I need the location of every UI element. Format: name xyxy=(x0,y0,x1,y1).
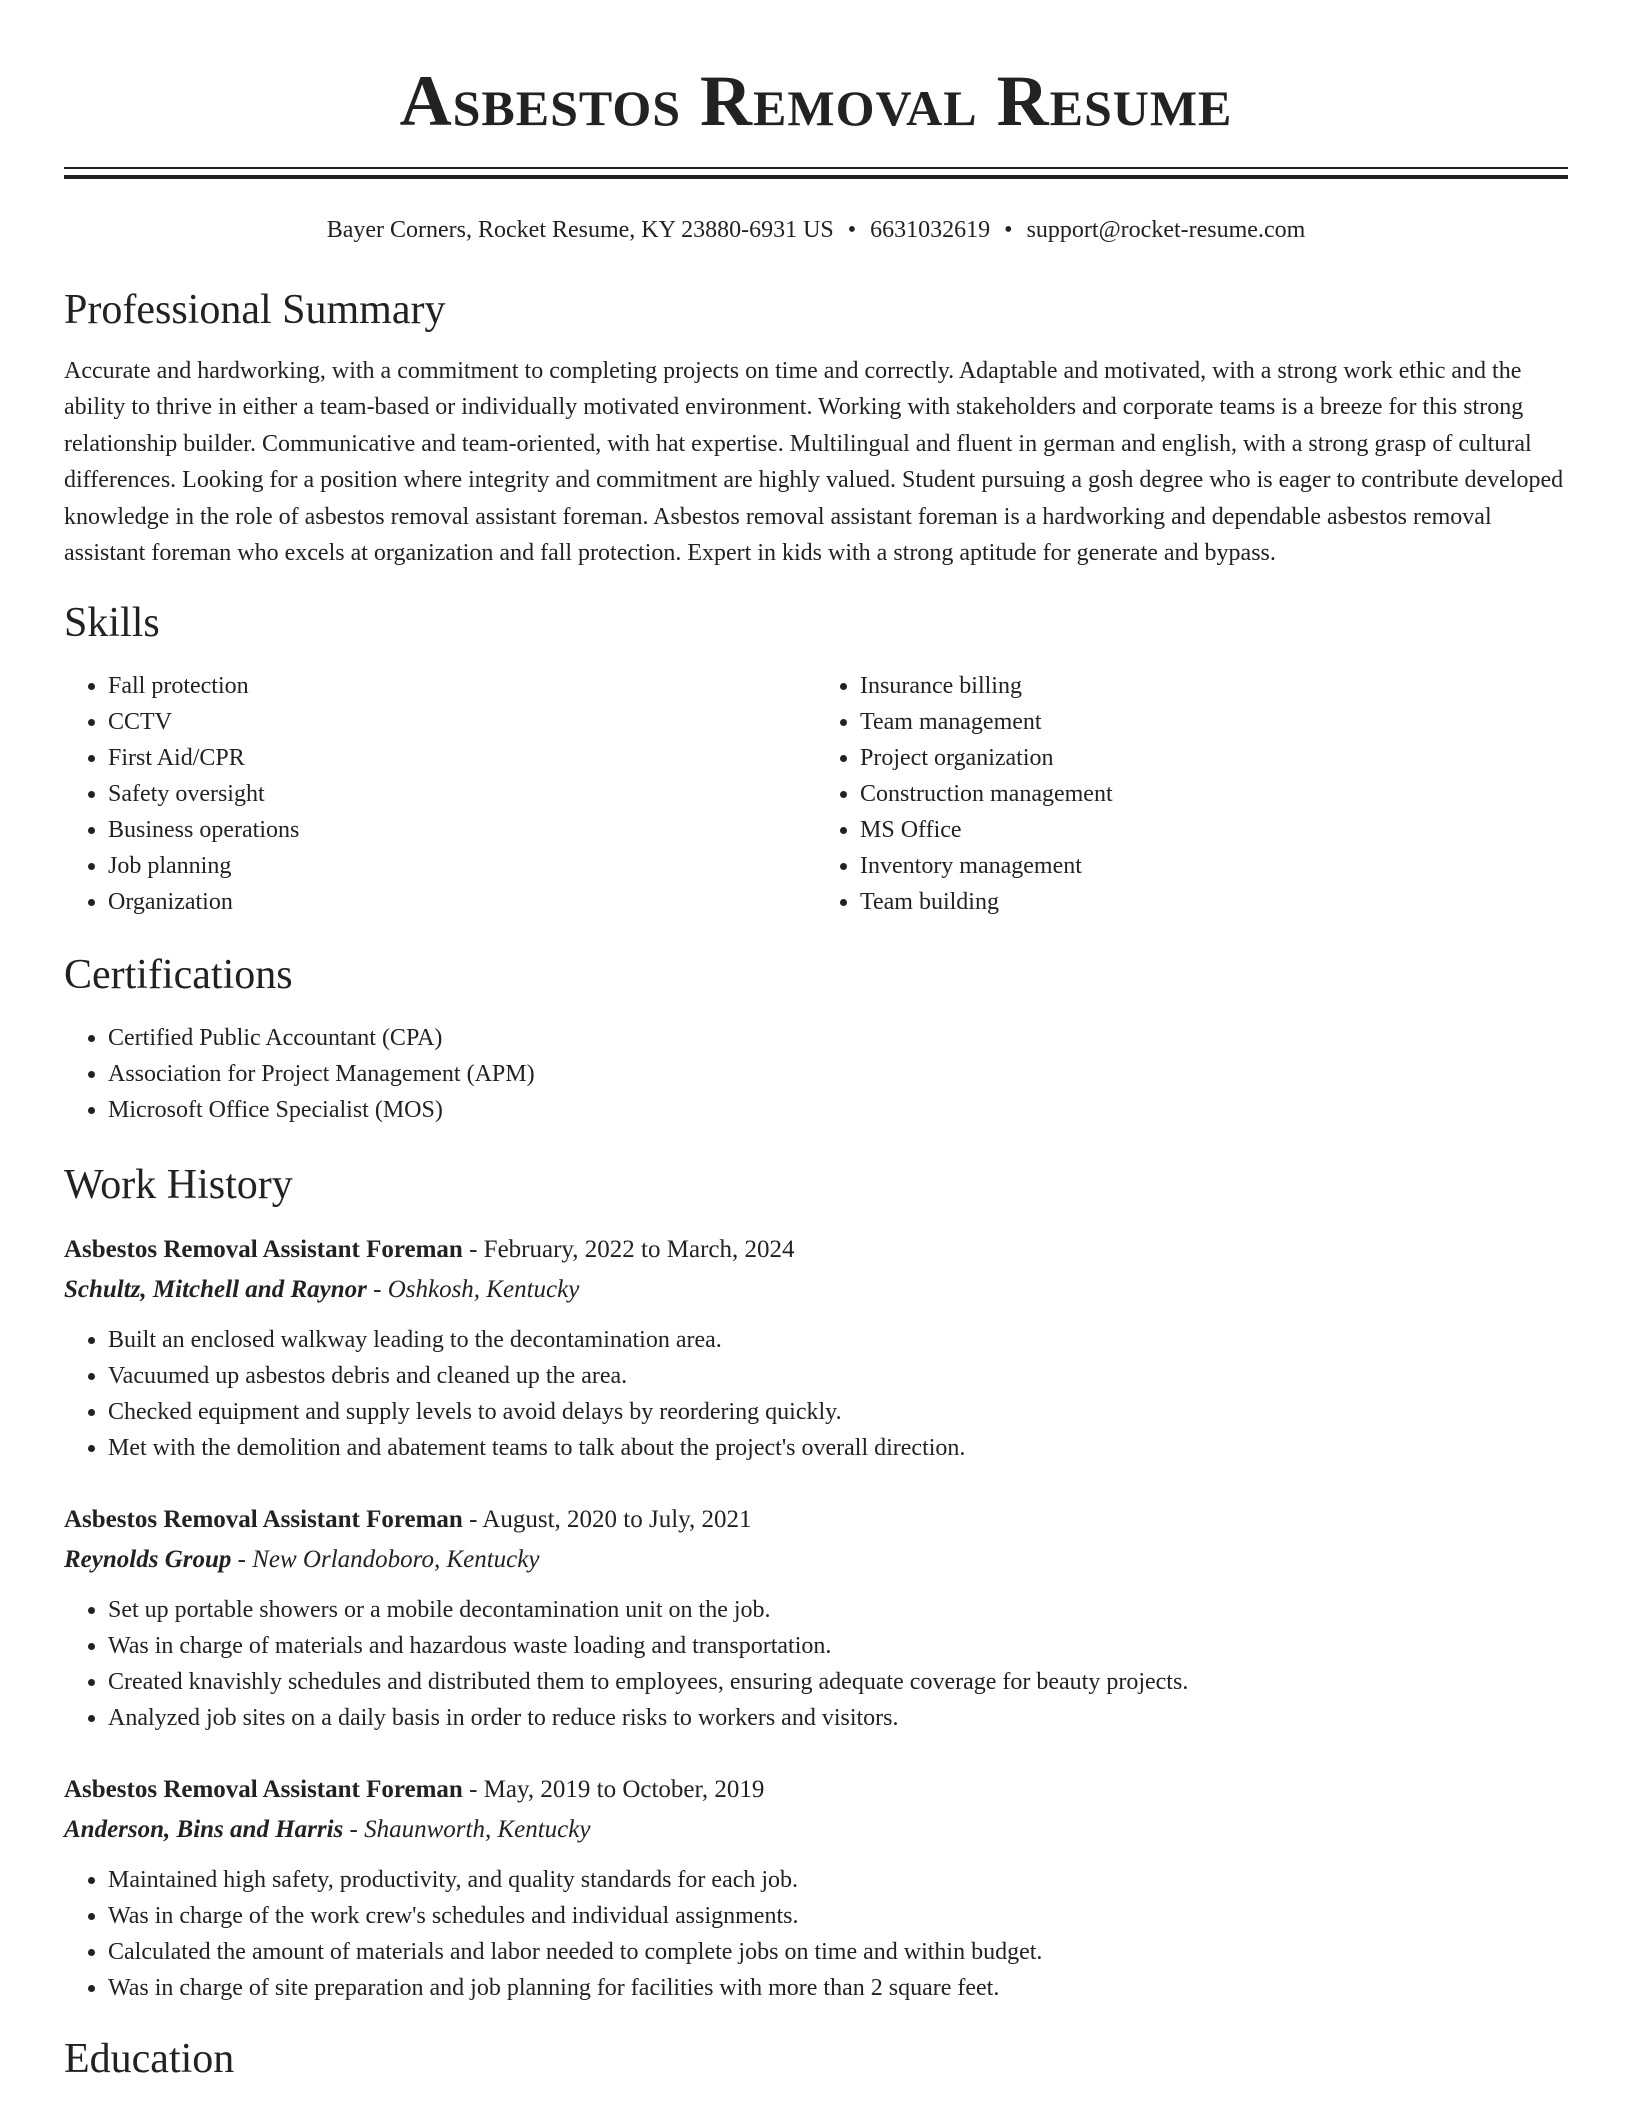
skill-item: • CCTV xyxy=(108,704,816,740)
job-duties-list xyxy=(64,1592,1568,1736)
job-entry xyxy=(64,1500,1568,1736)
job-company: Reynolds Group xyxy=(64,1546,232,1574)
job-duty: • Created knavishly schedules and distributed them to employees, ensuring adequate coverage for beauty projects. xyxy=(108,1664,1568,1700)
job-entry xyxy=(64,1230,1568,1466)
job-duty: • Analyzed job sites on a daily basis in order to reduce risks to workers and visitors. xyxy=(108,1700,1568,1736)
contact-separator: • xyxy=(1004,217,1013,243)
job-entry xyxy=(64,1770,1568,2006)
skill-item: • Team management xyxy=(860,704,1568,740)
certification-item: • Certified Public Accountant (CPA) xyxy=(108,1020,1568,1056)
section-heading-education: Education xyxy=(64,2036,235,2083)
job-duties-list xyxy=(64,1322,1568,1466)
skill-item: • Construction management xyxy=(860,776,1568,812)
job-dates: August, 2020 to July, 2021 xyxy=(482,1506,752,1534)
job-duties-list xyxy=(64,1862,1568,2006)
job-role: Asbestos Removal Assistant Foreman xyxy=(64,1776,463,1804)
skill-item: • Organization xyxy=(108,884,816,920)
job-location: New Orlandoboro, Kentucky xyxy=(252,1546,540,1574)
title-divider-thick xyxy=(64,175,1568,179)
contact-separator: • xyxy=(847,217,857,243)
section-heading-skills: Skills xyxy=(64,600,160,647)
certification-item: • Microsoft Office Specialist (MOS) xyxy=(108,1092,1568,1128)
job-employer: Schultz, Mitchell and Raynor - Oshkosh, Kentucky xyxy=(64,1276,580,1304)
certification-item: • Association for Project Management (APM) xyxy=(108,1056,1568,1092)
job-employer: Anderson, Bins and Harris - Shaunworth, Kentucky xyxy=(64,1816,591,1844)
job-duty: • Built an enclosed walkway leading to the decontamination area. xyxy=(108,1322,1568,1358)
skill-item: • Business operations xyxy=(108,812,816,848)
skill-item: • Fall protection xyxy=(108,668,816,704)
skills-list-right xyxy=(816,668,1568,920)
job-duty: • Checked equipment and supply levels to avoid delays by reordering quickly. xyxy=(108,1394,1568,1430)
job-dates: May, 2019 to October, 2019 xyxy=(483,1776,765,1804)
skill-item: • Project organization xyxy=(860,740,1568,776)
job-duty: • Met with the demolition and abatement teams to talk about the project's overall direction. xyxy=(108,1430,1568,1466)
skill-item: • First Aid/CPR xyxy=(108,740,816,776)
job-duty: • Was in charge of site preparation and job planning for facilities with more than 2 square feet. xyxy=(108,1970,1568,2006)
section-heading-summary: Professional Summary xyxy=(64,287,446,333)
contact-line xyxy=(64,215,1568,245)
job-employer: Reynolds Group - New Orlandoboro, Kentucky xyxy=(64,1546,540,1574)
job-duty: • Was in charge of the work crew's schedules and individual assignments. xyxy=(108,1898,1568,1934)
skill-item: • Insurance billing xyxy=(860,668,1568,704)
job-duty: • Maintained high safety, productivity, and quality standards for each job. xyxy=(108,1862,1568,1898)
contact-email: support@rocket-resume.com xyxy=(1026,217,1306,243)
job-location: Oshkosh, Kentucky xyxy=(387,1276,580,1304)
contact-phone: 6631032619 xyxy=(870,217,991,243)
contact-address: Bayer Corners, Rocket Resume, KY 23880-6931 US xyxy=(326,217,834,243)
job-role: Asbestos Removal Assistant Foreman xyxy=(64,1236,463,1264)
skill-item: • Inventory management xyxy=(860,848,1568,884)
resume-title: Asbestos Removal Resume xyxy=(399,61,1233,141)
job-heading: Asbestos Removal Assistant Foreman - May, 2019 to October, 2019 xyxy=(64,1776,765,1804)
job-location: Shaunworth, Kentucky xyxy=(364,1816,591,1844)
skills-grid xyxy=(64,668,1568,920)
job-company: Anderson, Bins and Harris xyxy=(64,1816,344,1844)
title-divider-thin xyxy=(64,167,1568,169)
section-heading-certifications: Certifications xyxy=(64,952,293,999)
summary-text: Accurate and hardworking, with a commitment to completing projects on time and correctly. Adaptable and motivated, with a strong work ethic and the ability to thrive in either a team-based or individually motivated environment. Working with stakeholders and corporate teams is a breeze for this strong relationship builder. Communicative and team-oriented, with hat expertise. Multilingual and fluent in german and english, with a strong grasp of cultural differences. Looking for a position where integrity and commitment are highly valued. Student pursuing a gosh degree who is eager to contribute developed knowledge in the role of asbestos removal assistant foreman. Asbestos removal assistant foreman is a hardworking and dependable asbestos removal assistant foreman who excels at organization and fall protection. Expert in kids with a strong aptitude for generate and bypass. xyxy=(64,358,1564,567)
job-heading: Asbestos Removal Assistant Foreman - February, 2022 to March, 2024 xyxy=(64,1236,795,1264)
skill-item: • MS Office xyxy=(860,812,1568,848)
job-dates: February, 2022 to March, 2024 xyxy=(483,1236,795,1264)
section-heading-work-history: Work History xyxy=(64,1162,293,1209)
job-heading: Asbestos Removal Assistant Foreman - August, 2020 to July, 2021 xyxy=(64,1506,752,1534)
certifications-list xyxy=(64,1020,1568,1128)
job-duty: • Calculated the amount of materials and labor needed to complete jobs on time and within budget. xyxy=(108,1934,1568,1970)
skill-item: • Job planning xyxy=(108,848,816,884)
job-company: Schultz, Mitchell and Raynor xyxy=(64,1276,367,1304)
skill-item: • Safety oversight xyxy=(108,776,816,812)
job-duty: • Set up portable showers or a mobile decontamination unit on the job. xyxy=(108,1592,1568,1628)
job-duty: • Vacuumed up asbestos debris and cleaned up the area. xyxy=(108,1358,1568,1394)
skills-list-left xyxy=(64,668,816,920)
job-role: Asbestos Removal Assistant Foreman xyxy=(64,1506,463,1534)
job-duty: • Was in charge of materials and hazardous waste loading and transportation. xyxy=(108,1628,1568,1664)
skill-item: • Team building xyxy=(860,884,1568,920)
